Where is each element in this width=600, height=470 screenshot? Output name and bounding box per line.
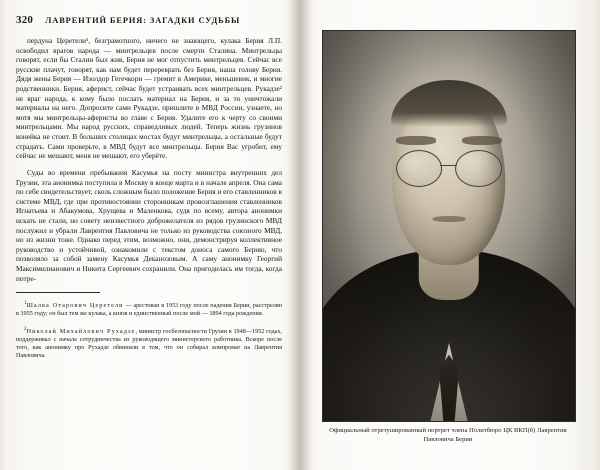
right-page: [316, 8, 584, 460]
body-paragraph: пердуна Церетели¹, безграмотного, ничего не знающего, кулака Берия Л.П. освободил врагов народа — минтрельцев после смерти Сталина. Минтрельцы говорят, если бы Сталин был жив, Берия не мог отпустить минтрельцев. Сейчас все русские плачут, говорят, как нам будет перереврать без Берия, наша голову Берия. Дядя жены Берия — Изолдор Гегечкори — гремит в Америке, меньшевик, и многие родственники. Берия, аферист, сейчас будет устраивать всех минтрельцев. Рукадзе² не враг народа, к кому было послать материал на Берия, и за то уничтожали материалы на него. Допросите сами Рукадзе, пришлите в МВД России, узнаете, но мотя мы минтрельцы-аферисты во главе с Берия. Удалите его к черту со своими минтрельцами. Мы народ русских, справедливых людей. Теперь жизнь грузинов конейка не стоит. В больших столицах мостах будут минтрельцы, а остальные будут страдать. Сами проверьте, в МВД будут все минтрельцы. Берия Вас угробит, ему сейчас не мешают, меня не мешают, его уберёте.: [16, 36, 282, 161]
footnote-separator: [16, 292, 100, 293]
footnote-text: , министр госбезопасности Грузии в 1948—1952 годах, поддерживал с начала сотрудничества из руководящего министерского работника. Вскоре после того, как анонимку про Рухадзе обвинили в том, что он собирал компромат на Лаврентия Павловича.: [16, 327, 282, 360]
page-number: 320: [16, 14, 34, 26]
footnote: [16, 299, 282, 318]
body-paragraph: Суды во времени пребывания Касумья на посту министра внутренних дел Грузии, эта анонимка поступила в Москву в конце марта и в начале апреля. Она сама по себе свидетельствует, сколь сложным было положение Берия и его ставленников в системе МВД, где при противостоянии сторонникам провозглашения ставленников Игнатьева и Абакумова, Хрущева и Маленкова, судя по всему, автора анонимки искать не стали, но совету неизвестного доброжелателя из рядов грузинского МВД послужил и убрали Лаврентия Павловича не только из руководства союзного МВД, но из жизни тоже. Однако перед этим, возможно, они, демонстрируя коллективное руководство и устойчивой, ознакомили с текстом доноса самого Берию, что позволяло за собой замену Касумья Деканозовым. А саму анонимку Георгий Максимилианович и Никита Сергеевич сохранили. Она пригодилась им тогда, когда потре-: [16, 168, 282, 283]
left-page: [16, 8, 282, 460]
photo-grain: [323, 31, 575, 421]
photo-caption: Официальный отретушированный портрет члена Политбюро ЦК ВКП(б) Лаврентия Павловича Берии: [329, 427, 567, 443]
book-gutter-shadow: [288, 0, 312, 470]
footnote: [16, 325, 282, 360]
footnote-marker: 2: [24, 325, 27, 332]
portrait-photo: [322, 30, 576, 422]
footnote-text: — арестован в 1953 году после падения Берии, расстрелян в 1955 году; он был тем же кулака, а князя и единственный после мой — 1894 года рождения.: [16, 302, 282, 318]
footnote-marker: 1: [24, 300, 27, 307]
page-header: [16, 14, 282, 26]
photo-canvas: [323, 31, 575, 421]
running-title: ЛАВРЕНТИЙ БЕРИЯ: ЗАГАДКИ СУДЬБЫ: [45, 16, 241, 25]
footnote-name: Николай Михайлович Рухадзе: [26, 327, 136, 335]
footnote-name: Шалва Отарович Церетели: [26, 302, 124, 310]
